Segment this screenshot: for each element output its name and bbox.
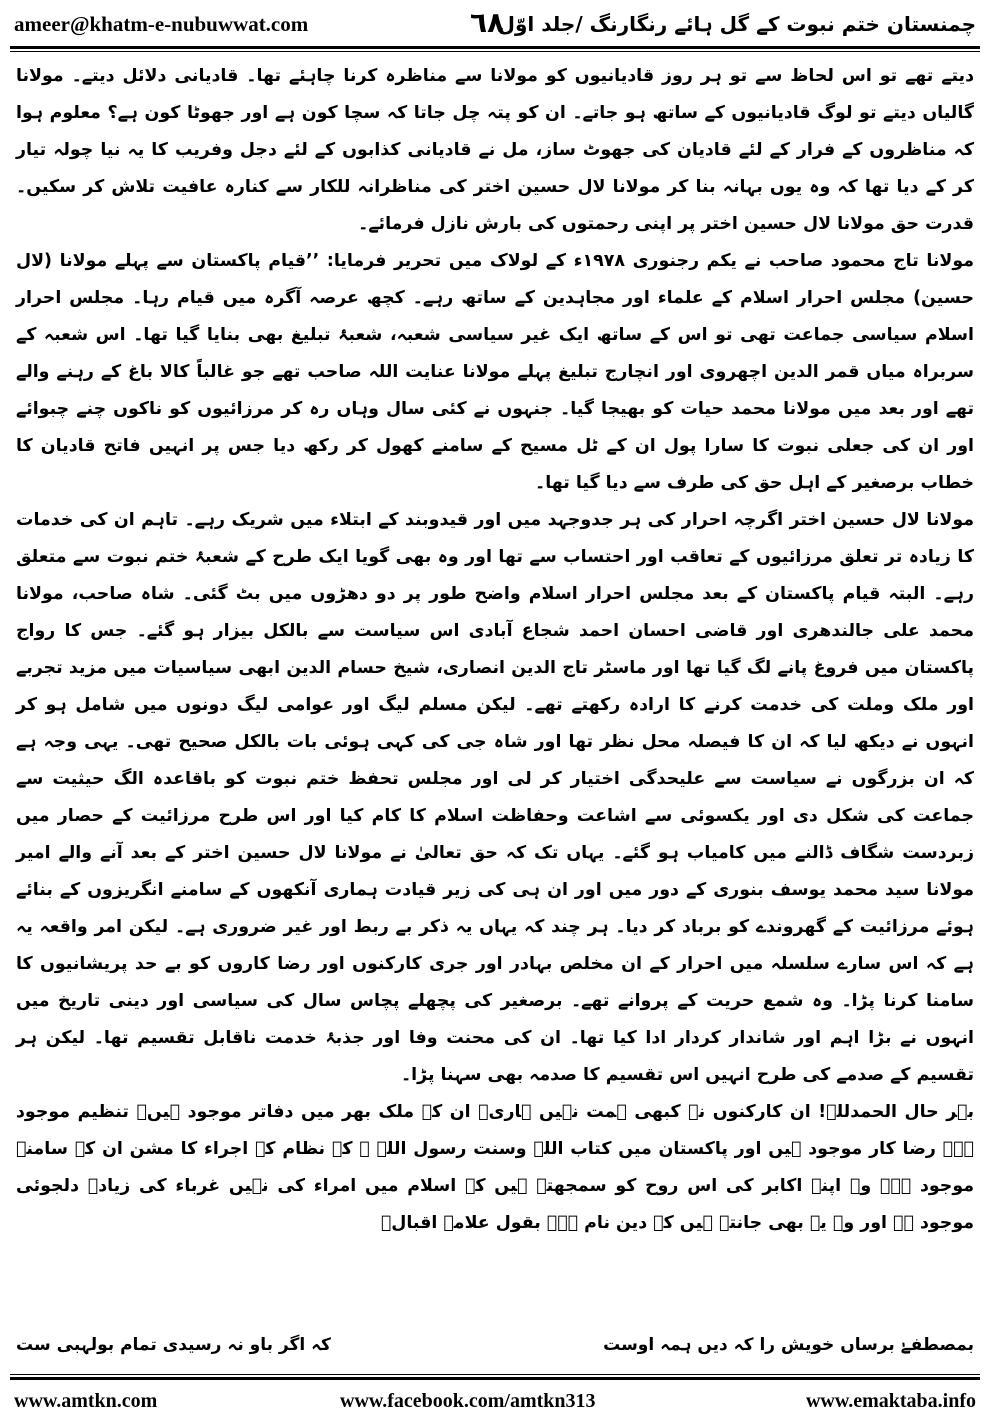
- header-divider-thin: [10, 51, 980, 52]
- header-email[interactable]: ameer@khatm-e-nubuwwat.com: [14, 12, 309, 36]
- footer-divider-thin: [10, 1374, 980, 1375]
- verse-hemistich-2: کہ اگر باو نہ رسیدی تمام بولہبی ست: [16, 1335, 331, 1355]
- paragraph-4: بہر حال الحمدللہ! ان کارکنوں نے کبھی ہمت نہیں ہاری۔ ان کے ملک بھر میں دفاتر موجود ہیں۔ تنظیم موجود ہے۔ رضا کار موجود ہیں اور پاکستان میں کتاب اللہ وسنت رسول اللہ ﷺ کے نظام کے اجراء کا مشن ان کے سامنے موجود ہے۔ وہ اپنے اکابر کی اس روح کو سمجھتے ہیں کہ اسلام میں امراء کی نہیں غرباء کی زیادہ دلجوئی موجود ہے اور وہ یہ بھی جانتے ہیں کہ دین نام ہے۔ بقول علامہ اقبالؒ: [16, 1102, 974, 1233]
- footer-link-facebook[interactable]: www.facebook.com/amtkn313: [340, 1390, 596, 1412]
- paragraph-1: دیتے تھے تو اس لحاظ سے تو ہر روز قادیانیوں کو مولانا سے مناظرہ کرنا چاہئے تھا۔ قادیانی دلائل دیتے۔ مولانا گالیاں دیتے تو لوگ قادیانیوں کے ساتھ ہو جاتے۔ ان کو پتہ چل جاتا کہ سچا کون ہے اور جھوٹا کون ہے؟ معلوم ہوا کہ مناظروں کے فرار کے لئے قادیان کی جھوٹ ساز، مل نے قادیانی کذابوں کے لئے دجل وفریب کا یہ نیا چولہ تیار کر کے دیا تھا کہ وہ یوں بہانہ بنا کر مولانا لال حسین اختر کی مناظرانہ للکار سے کنارہ عافیت تلاش کر سکیں۔ قدرت حق مولانا لال حسین اختر پر اپنی رحمتوں کی بارش نازل فرمائے۔: [16, 66, 974, 234]
- footer-divider: [10, 1377, 980, 1380]
- header-divider: [10, 46, 980, 49]
- paragraph-3: مولانا لال حسین اختر اگرچہ احرار کی ہر جدوجہد میں اور قیدوبند کے ابتلاء میں شریک رہے۔ تاہم ان کی خدمات کا زیادہ تر تعلق مرزائیوں کے تعاقب اور احتساب سے تھا اور وہ بھی گویا ایک طرح کے شعبۂ ختم نبوت سے متعلق رہے۔ البتہ قیام پاکستان کے بعد مجلس احرار اسلام واضح طور پر دو دھڑوں میں بٹ گئی۔ شاہ صاحب، مولانا محمد علی جالندھری اور قاضی احسان احمد شجاع آبادی اس سیاست سے بالکل بیزار ہو گئے۔ جس کا رواج پاکستان میں فروغ پانے لگ گیا تھا اور ماسٹر تاج الدین انصاری، شیخ حسام الدین ابھی سیاسیات میں مزید تجربے اور ملک وملت کی خدمت کرنے کا ارادہ رکھتے تھے۔ لیکن مسلم لیگ اور عوامی لیگ دونوں میں شامل ہو کر انہوں نے دیکھ لیا کہ ان کا فیصلہ محل نظر تھا اور شاہ جی کی کہی ہوئی بات بالکل صحیح تھی۔ یہی وجہ ہے کہ ان بزرگوں نے سیاست سے علیحدگی اختیار کر لی اور مجلس تحفظ ختم نبوت کو باقاعدہ الگ حیثیت سے جماعت کی شکل دی اور یکسوئی سے اشاعت وحفاظت اسلام کا کام کیا اور اس طرح مرزائیت کے حصار میں زبردست شگاف ڈالنے میں کامیاب ہو گئے۔ یہاں تک کہ حق تعالیٰ نے مولانا لال حسین اختر کے بعد آنے والے امیر مولانا سید محمد یوسف بنوری کے دور میں اور ان ہی کی زیر قیادت ہماری آنکھوں کے سامنے انگریزوں کے بنائے ہوئے مرزائیت کے گھروندے کو برباد کر دیا۔ ہر چند کہ یہاں یہ ذکر بے ربط اور غیر ضروری ہے۔ لیکن امر واقعہ یہ ہے کہ اس سارے سلسلہ میں احرار کے ان مخلص بہادر اور جری کارکنوں اور رضا کاروں کو بے حد پریشانیوں کا سامنا کرنا پڑا۔ وہ شمع حریت کے پروانے تھے۔ برصغیر کی پچھلے پچاس سال کی سیاسی اور دینی تاریخ میں انہوں نے بڑا اہم اور شاندار کردار ادا کیا تھا۔ ان کی محنت وفا اور جذبۂ خدمت ناقابل تقسیم تھا۔ لیکن ہر تقسیم کے صدمے کی طرح انہیں اس تقسیم کا صدمہ بھی سہنا پڑا۔: [16, 510, 974, 1085]
- page-number: ٦٨: [470, 6, 505, 39]
- footer-link-amtkn[interactable]: www.amtkn.com: [14, 1390, 158, 1412]
- verse-hemistich-1: بمصطفےٰ برساں خویش را کہ دیں ہمہ اوست: [603, 1335, 974, 1355]
- paragraph-2: مولانا تاج محمود صاحب نے یکم رجنوری ۱۹۷۸ء کے لولاک میں تحریر فرمایا: ’’قیام پاکستان سے پہلے مولانا (لال حسین) مجلس احرار اسلام کے علماء اور مجاہدین کے ساتھ رہے۔ کچھ عرصہ آگرہ میں قیام رہا۔ مجلس احرار اسلام سیاسی جماعت تھی تو اس کے ساتھ ایک غیر سیاسی شعبہ، شعبۂ تبلیغ بھی بنایا گیا تھا۔ اس شعبہ کے سربراہ میاں قمر الدین اچھروی اور انچارج تبلیغ پہلے مولانا عنایت اللہ صاحب تھے جو غالباً کالا باغ کے رہنے والے تھے اور بعد میں مولانا محمد حیات کو بھیجا گیا۔ جنہوں نے کئی سال وہاں رہ کر مرزائیوں کو ناکوں چنے چبوائے اور ان کی جعلی نبوت کا سارا پول ان کے ٹل مسیح کے سامنے کھول کر رکھ دیا جس پر انہیں فاتح قادیان کا خطاب برصغیر کے اہل حق کی طرف سے دیا گیا تھا۔: [16, 251, 975, 493]
- footer-link-emaktaba[interactable]: www.emaktaba.info: [805, 1390, 976, 1412]
- page-body: [16, 58, 974, 1242]
- page-footer: [0, 1382, 990, 1420]
- persian-verse: [16, 1330, 974, 1366]
- book-title: چمنستان ختم نبوت کے گل ہائے رنگارنگ /جلد اوّل: [497, 12, 976, 36]
- page-header: [0, 0, 990, 48]
